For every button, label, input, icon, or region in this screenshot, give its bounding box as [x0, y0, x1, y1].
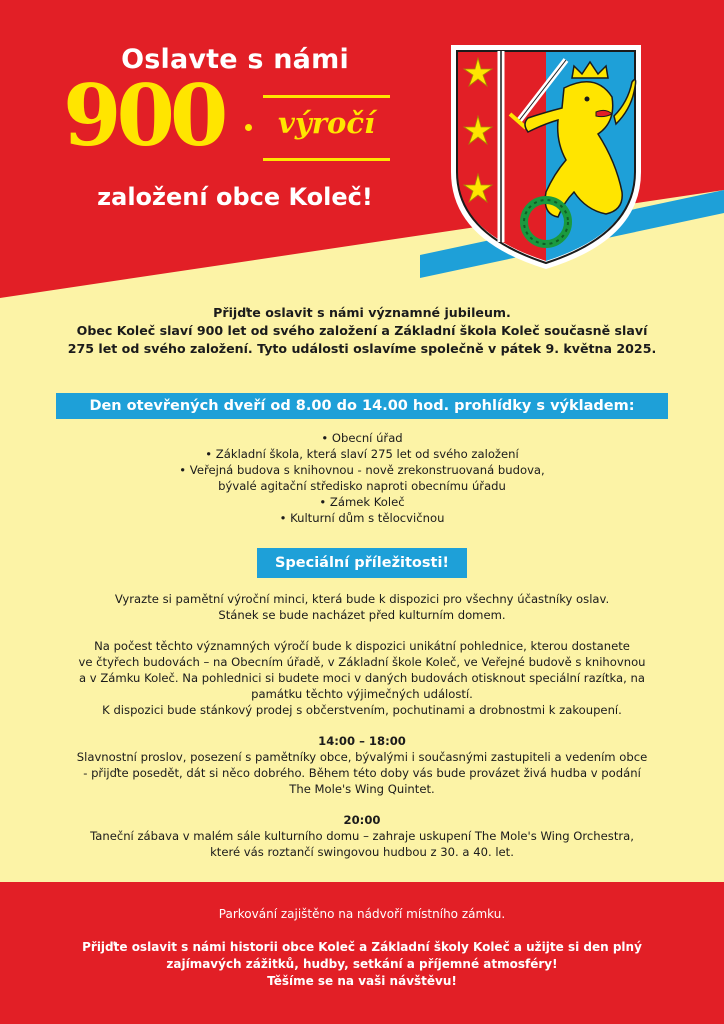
afternoon-line: - přijďte posedět, dát si něco dobrého. Během této doby vás bude provázet živá hudba v podání [83, 766, 641, 780]
footer [0, 882, 724, 1024]
headline-line-3: založení obce Koleč! [97, 183, 373, 211]
intro-line: Obec Koleč slaví 900 let od svého založení a Základní škola Koleč současně slaví [76, 323, 648, 338]
open-day-list [60, 430, 664, 526]
coat-of-arms-icon [446, 42, 646, 272]
time-evening: 20:00 [343, 813, 381, 827]
intro-line: 275 let od svého založení. Tyto události oslavíme společně v pátek 9. května 2025. [67, 341, 657, 356]
afternoon-line: The Mole's Wing Quintet. [289, 782, 435, 796]
special-occasions-text [20, 591, 704, 860]
divider-bottom [263, 158, 390, 161]
time-afternoon: 14:00 – 18:00 [318, 734, 406, 748]
closing-line: zajímavých zážitků, hudby, setkání a příjemné atmosféry! [166, 957, 558, 971]
list-item: • Základní škola, která slaví 275 let od svého založení [205, 447, 519, 461]
divider-top [263, 95, 390, 98]
afternoon-line: Slavnostní proslov, posezení s pamětníky obce, bývalými i současnými zastupiteli a vedením obce [76, 750, 648, 764]
coin-line: Vyrazte si pamětní výroční minci, která bude k dispozici pro všechny účastníky oslav. [114, 592, 610, 606]
closing-invitation [0, 939, 724, 990]
postcard-line: K dispozici bude stánkový prodej s občerstvením, pochutinami a drobnostmi k zakoupení. [102, 703, 622, 717]
postcard-line: Na počest těchto významných výročí bude k dispozici unikátní pohlednice, kterou dostanete [94, 639, 630, 653]
intro-line: Přijďte oslavit s námi významné jubileum. [213, 305, 511, 320]
anniversary-number: 900 [63, 66, 224, 165]
list-item: • Obecní úřad [321, 431, 403, 445]
headline-line-1: Oslavte s námi [121, 44, 349, 75]
postcard-line: památku těchto výjimečných událostí. [251, 687, 473, 701]
anniversary-word [263, 95, 390, 161]
vyroci-text: výročí [278, 106, 375, 140]
list-item: bývalé agitační středisko naproti obecnímu úřadu [218, 479, 506, 493]
list-item: • Veřejná budova s knihovnou - nově zrekonstruovaná budova, [179, 463, 545, 477]
closing-line: Těšíme se na vaši návštěvu! [267, 974, 457, 988]
postcard-line: ve čtyřech budovách – na Obecním úřadě, v Základní škole Koleč, ve Veřejné budově s knihovnou [78, 655, 646, 669]
closing-line: Přijďte oslavit s námi historii obce Koleč a Základní školy Koleč a užijte si den plný [82, 940, 642, 954]
list-item: • Zámek Koleč [319, 495, 405, 509]
coin-line: Stánek se bude nacházet před kulturním domem. [218, 608, 506, 622]
postcard-line: a v Zámku Koleč. Na pohlednici si budete moci v daných budovách otisknout speciální razítka, na [79, 671, 645, 685]
list-item: • Kulturní dům s tělocvičnou [279, 511, 445, 525]
parking-note: Parkování zajištěno na nádvoří místního zámku. [218, 907, 506, 921]
special-occasions-banner: Speciální příležitosti! [257, 548, 467, 578]
evening-line: které vás roztančí swingovou hudbou z 30. a 40. let. [210, 845, 514, 859]
ordinal-dot [245, 124, 252, 131]
intro-text [30, 304, 694, 358]
evening-line: Taneční zábava v malém sále kulturního domu – zahraje uskupení The Mole's Wing Orchestra, [90, 829, 634, 843]
open-day-banner: Den otevřených dveří od 8.00 do 14.00 hod. prohlídky s výkladem: [56, 393, 668, 419]
